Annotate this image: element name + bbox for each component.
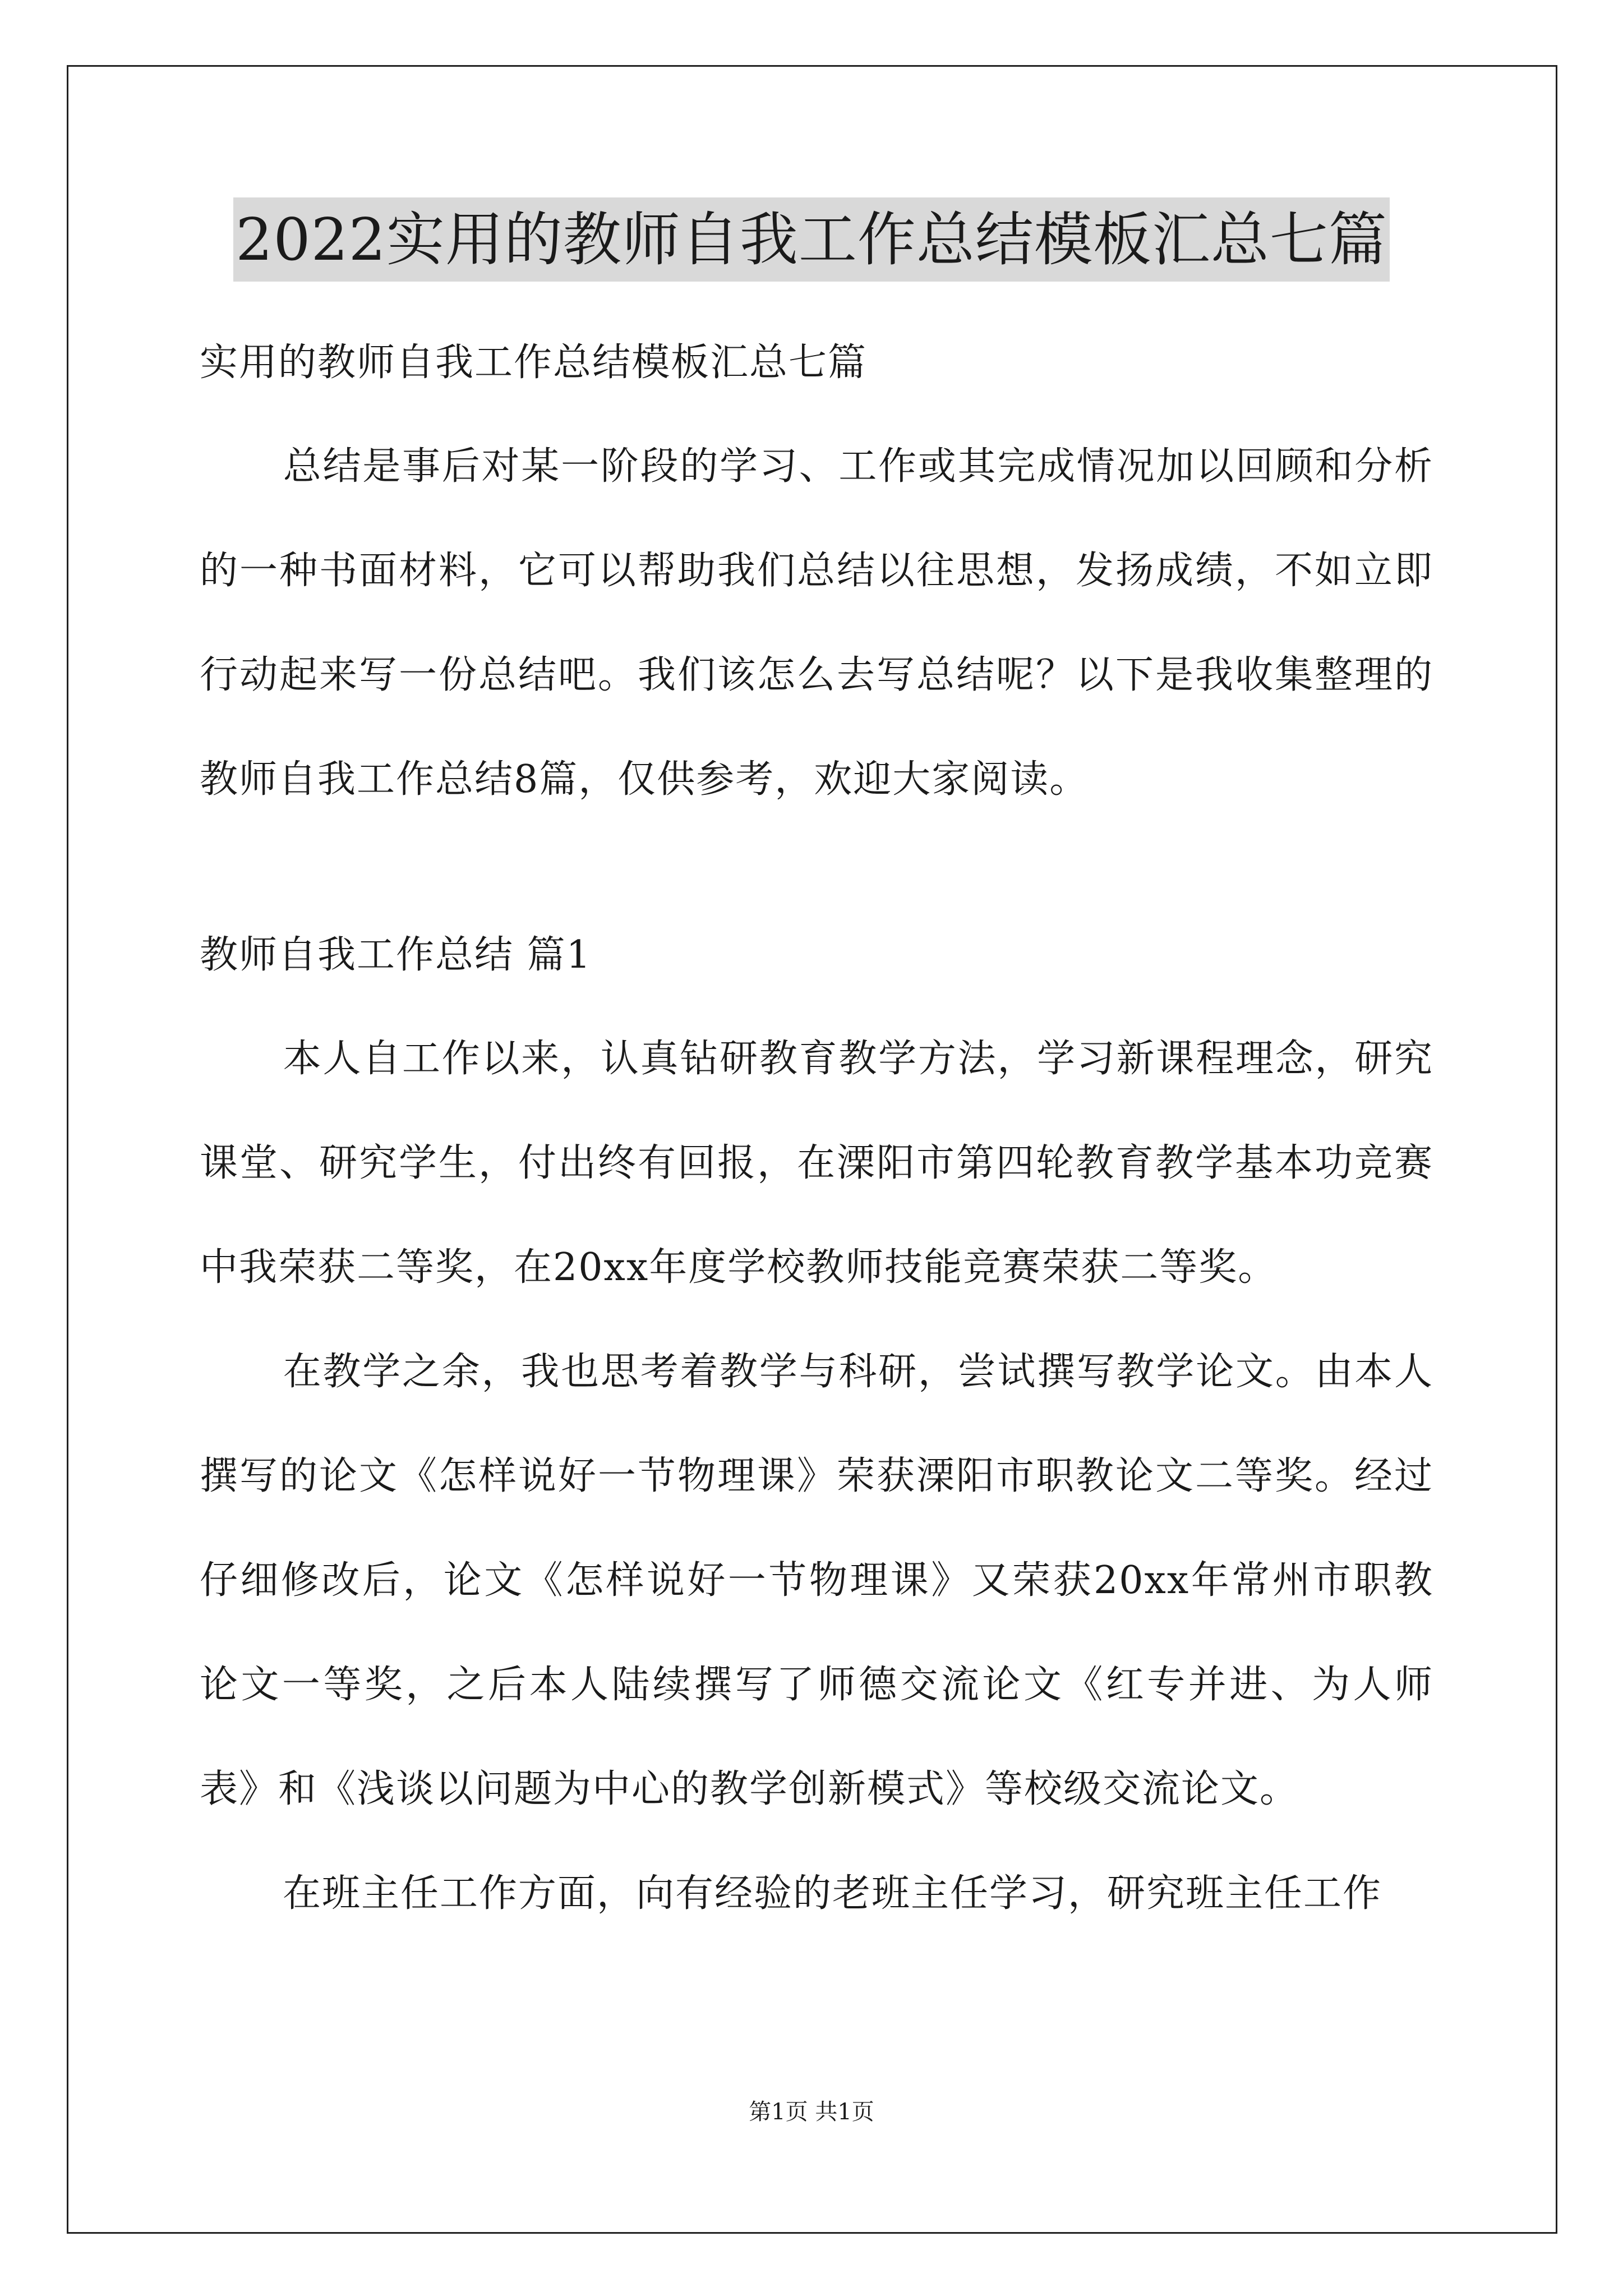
intro-paragraph — [200, 415, 1433, 832]
document-title: 2022实用的教师自我工作总结模板汇总七篇 — [233, 197, 1390, 282]
document-body — [200, 311, 1433, 1946]
body-paragraph-3-text: 在班主任工作方面，向有经验的老班主任学习，研究班主任工作 — [283, 1871, 1382, 1916]
body-paragraph-2 — [200, 1320, 1433, 1842]
body-paragraph-2-text: 在教学之余，我也思考着教学与科研，尝试撰写教学论文。由本人撰写的论文《怎样说好一节物理课》荣获溧阳市职教论文二等奖。经过仔细修改后，论文《怎样说好一节物理课》又荣获20xx年常州市职教论文一等奖，之后本人陆续撰写了师德交流论文《红专并进、为人师表》和《浅谈以问题为中心的教学创新模式》等校级交流论文。 — [200, 1350, 1433, 1811]
section-gap — [200, 832, 1433, 904]
page-footer: 第1页 共1页 — [749, 2099, 874, 2125]
body-paragraph-1-text: 本人自工作以来，认真钻研教育教学方法，学习新课程理念，研究课堂、研究学生，付出终有回报，在溧阳市第四轮教育教学基本功竞赛中我荣获二等奖，在20xx年度学校教师技能竞赛荣获二等奖。 — [200, 1037, 1433, 1290]
section-heading: 教师自我工作总结 篇1 — [200, 933, 592, 977]
title-wrap — [0, 197, 1623, 282]
body-paragraph-1 — [200, 1007, 1433, 1320]
document-subtitle: 实用的教师自我工作总结模板汇总七篇 — [200, 341, 868, 385]
body-paragraph-3 — [200, 1842, 1433, 1946]
intro-text: 总结是事后对某一阶段的学习、工作或其完成情况加以回顾和分析的一种书面材料，它可以帮助我们总结以往思想，发扬成绩，不如立即行动起来写一份总结吧。我们该怎么去写总结呢？以下是我收集整理的教师自我工作总结8篇，仅供参考，欢迎大家阅读。 — [200, 444, 1433, 802]
